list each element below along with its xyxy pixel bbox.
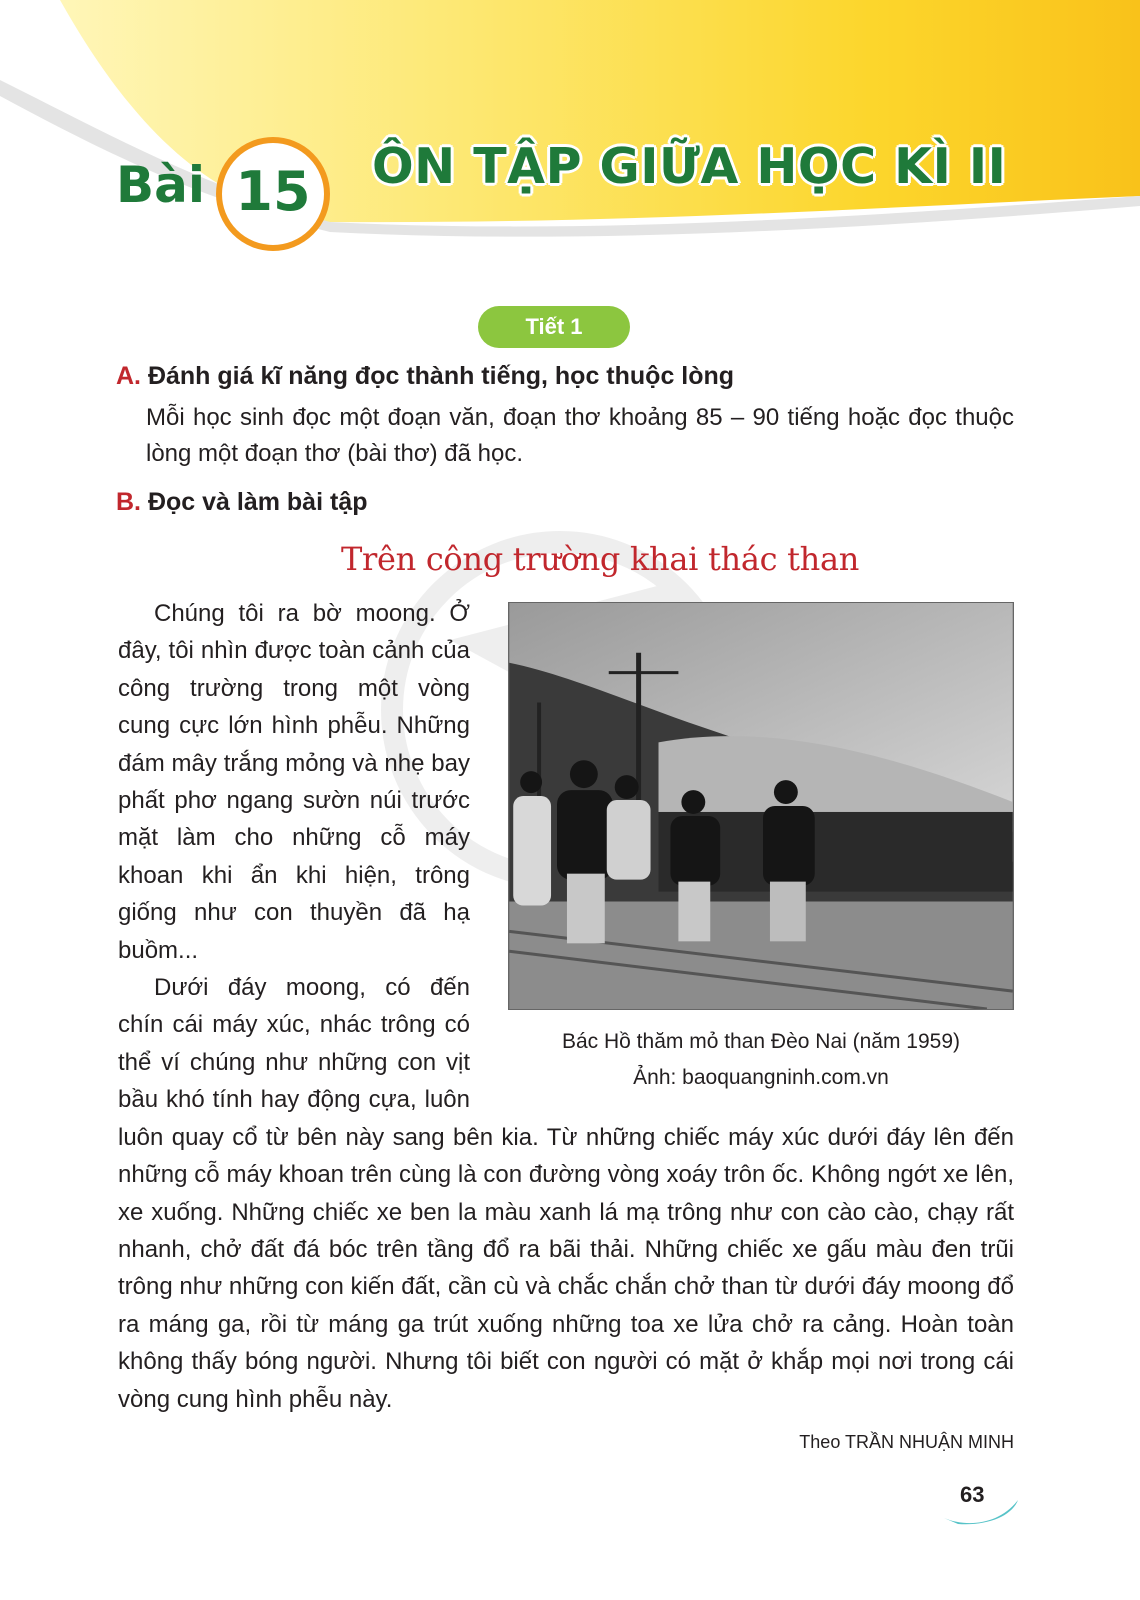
story-title: Trên công trường khai thác than bbox=[340, 540, 860, 578]
story-body bbox=[118, 595, 1014, 1418]
lesson-number-badge bbox=[216, 137, 330, 251]
photo-wrap-space bbox=[470, 595, 1014, 1113]
section-b-letter: B. bbox=[116, 488, 141, 516]
header-banner bbox=[0, 0, 1140, 260]
story-paragraph-2: Dưới đáy moong, có đến chín cái máy xúc, nhác trông có thể ví chúng như những con vịt bầu khó tính hay động cựa, luôn luôn quay cổ từ bên này sang bên kia. Từ những chiếc máy xúc dưới đáy lên đến những cỗ máy khoan trên cùng là con đường vòng xoáy trôn ốc. Không ngớt xe lên, xe xuống. Những chiếc xe ben la màu xanh lá mạ trông như con cào cào, chạy rất nhanh, chở đất đá bóc trên tầng đổ ra bãi thải. Những chiếc xe gấu màu đen trũi trông như những con kiến đất, cần cù và chắc chắn chở than từ dưới đáy moong đổ ra máng ga, rồi từ máng ga trút xuống những toa xe lửa chở ra cảng. Hoàn toàn không thấy bóng người. Nhưng tôi biết con người có mặt ở khắp mọi nơi trong cái vòng cung hình phễu này. bbox=[118, 974, 1014, 1413]
story-author: Theo TRẦN NHUẬN MINH bbox=[799, 1432, 1014, 1452]
section-b-title: Đọc và làm bài tập bbox=[147, 488, 368, 516]
lesson-number: 15 bbox=[235, 160, 311, 223]
photo-caption: Bác Hồ thăm mỏ than Đèo Nai (năm 1959) bbox=[561, 1030, 961, 1053]
section-a-title: Đánh giá kĩ năng đọc thành tiếng, học thuộc lòng bbox=[147, 362, 735, 390]
section-a-text: Mỗi học sinh đọc một đoạn văn, đoạn thơ khoảng 85 – 90 tiếng hoặc đọc thuộc lòng một đoạn thơ (bài thơ) đã học. bbox=[146, 404, 1014, 467]
period-badge: Tiết 1 bbox=[478, 306, 630, 348]
page-number: 63 bbox=[960, 1482, 985, 1507]
lesson-title: ÔN TẬP GIỮA HỌC KÌ II bbox=[372, 138, 1007, 195]
story-paragraph-1: Chúng tôi ra bờ moong. Ở đây, tôi nhìn được toàn cảnh của công trường trong một vòng cung cực lớn hình phễu. Những đám mây trắng mỏng và nhẹ bay phất phơ ngang sườn núi trước mặt làm cho những cỗ máy khoan khi ẩn khi hiện, trông giống như con thuyền đã hạ buồm... bbox=[118, 600, 470, 964]
lesson-label: Bài bbox=[116, 156, 205, 214]
section-b-heading bbox=[116, 488, 367, 517]
section-a-heading bbox=[116, 362, 734, 391]
section-a-letter: A. bbox=[116, 362, 141, 390]
photo-credit: Ảnh: baoquangninh.com.vn bbox=[633, 1066, 889, 1089]
